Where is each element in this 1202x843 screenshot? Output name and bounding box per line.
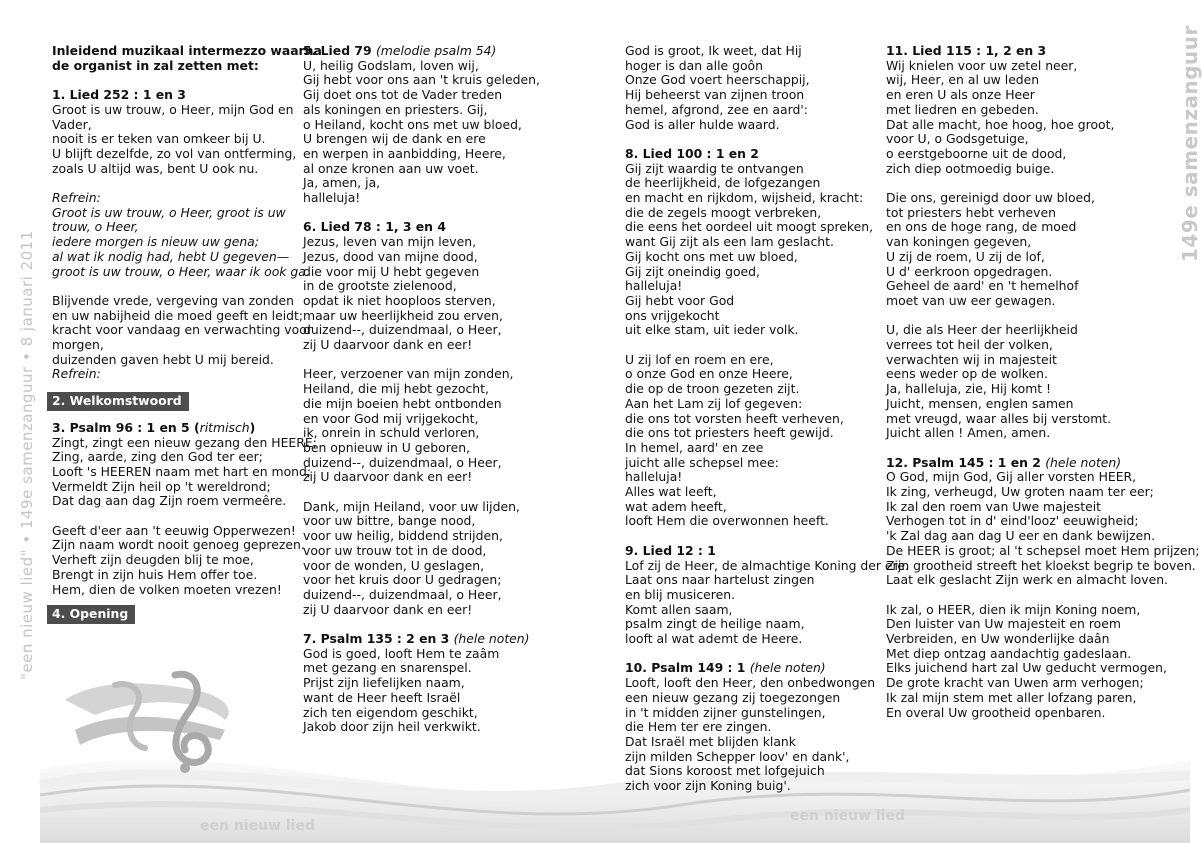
lyric-line: hemel, afgrond, zee en aard': — [625, 101, 808, 117]
lyric-line: Geeft d'eer aan 't eeuwig Opperwezen! — [52, 522, 296, 538]
lyric-line: God is goed, looft Hem te zaâm — [303, 645, 500, 661]
lyric-line: Laat elk geslacht Zijn werk en almacht loven. — [886, 572, 1168, 588]
lyric-line: groot is uw trouw, o Heer, waar ik ook ga. — [52, 263, 310, 279]
lyric-line: De grote kracht van Uwen arm verhogen; — [886, 675, 1144, 691]
lyric-line: en blij musiceren. — [625, 586, 736, 602]
lyric-line: en werpen in aanbidding, Heere, — [303, 145, 506, 161]
lyric-line: Laat ons naar hartelust zingen — [625, 572, 815, 588]
lyric-line: psalm zingt de heilige naam, — [625, 616, 805, 632]
lyric-line: die eens het oordeel uit moogt spreken, — [625, 219, 874, 235]
lyric-line: U zij de roem, U zij de lof, — [886, 248, 1045, 264]
column-3 — [625, 44, 909, 794]
lyric-line: morgen, — [52, 337, 104, 353]
lied-78-v3 — [303, 367, 540, 485]
lyric-line: en macht en rijkdom, wijsheid, kracht: — [625, 190, 864, 206]
refrein-label: Refrein: — [52, 190, 101, 205]
lyric-line: en eren U als onze Heer — [886, 87, 1035, 103]
psalm-135 — [303, 632, 540, 735]
column-1 — [52, 44, 322, 624]
lyric-line: Jakob door zijn heil verkwikt. — [303, 719, 481, 735]
psalm-145-v1 — [886, 456, 1200, 588]
psalm-heading: 10. Psalm 149 : 1 (hele noten) — [625, 660, 826, 676]
lyric-line: Looft, looft den Heer, den onbedwongen — [625, 675, 876, 691]
lyric-line: Onze God voert heerschappij, — [625, 72, 810, 88]
lyric-line: Jezus, dood van mijne dood, — [303, 248, 478, 264]
lyric-line: met liedren en gebeden. — [886, 101, 1039, 117]
lyric-line: Juicht allen ! Amen, amen. — [886, 425, 1051, 441]
lyric-line: Gij zijt waardig te ontvangen — [625, 160, 804, 176]
lyric-line: Zing, aarde, zing den God ter eer; — [52, 449, 263, 465]
lyric-line: Zingt, zingt een nieuw gezang den HEERE; — [52, 434, 317, 450]
lied-heading: 11. Lied 115 : 1, 2 en 3 — [886, 43, 1047, 58]
lyric-line: U d' eerkroon opgedragen. — [886, 263, 1053, 279]
lied-78-v4 — [303, 500, 540, 618]
psalm-heading: 7. Psalm 135 : 2 en 3 (hele noten) — [303, 631, 530, 647]
lyric-line: verrees tot heil der volken, — [886, 337, 1053, 353]
lyric-line: want Gij zijt als een lam geslacht. — [625, 234, 834, 250]
lyric-line: duizend--, duizendmaal, o Heer, — [303, 454, 502, 470]
lyric-line: halleluja! — [625, 278, 683, 294]
lyric-line: iedere morgen is nieuw uw gena; — [52, 234, 259, 250]
lyric-line: Die ons, gereinigd door uw bloed, — [886, 190, 1095, 206]
lyric-line: Brengt in zijn huis Hem offer toe. — [52, 566, 258, 582]
lyric-line: Wij knielen voor uw zetel neer, — [886, 57, 1078, 73]
spine-left — [12, 120, 42, 680]
lyric-line: Vermeldt Zijn heil op 't wereldrond; — [52, 478, 271, 494]
lyric-line: van koningen gegeven, — [886, 234, 1032, 250]
lyric-line: eens weder op de wolken. — [886, 366, 1048, 382]
lyric-line: Ja, halleluja, zie, Hij komt ! — [886, 381, 1052, 397]
intro — [52, 44, 322, 73]
lyric-line: wij, Heer, en al uw leden — [886, 72, 1040, 88]
psalm-heading: 3. Psalm 96 : 1 en 5 (ritmisch) — [52, 419, 256, 435]
lyric-line: die de zegels moogt verbreken, — [625, 204, 822, 220]
lyric-line: U blijft dezelfde, zo vol van ontferming, — [52, 145, 297, 161]
lied-252 — [52, 88, 322, 176]
lyric-line: Juicht, mensen, englen samen — [886, 395, 1074, 411]
lyric-line: Dat dag aan dag Zijn roem vermeêre. — [52, 493, 287, 509]
lyric-line: zich voor zijn Koning buig'. — [625, 778, 791, 794]
lyric-line: God is aller hulde waard. — [625, 116, 780, 132]
lyric-line: in 't midden zijner gunstelingen, — [625, 704, 826, 720]
lyric-line: Komt allen saam, — [625, 601, 733, 617]
lyric-line: looft al wat ademt de Heere. — [625, 631, 803, 647]
lyric-line: Jezus, leven van mijn leven, — [303, 234, 477, 250]
lied-115-v2 — [886, 191, 1200, 309]
psalm-heading: 12. Psalm 145 : 1 en 2 (hele noten) — [886, 454, 1122, 470]
lyric-line: Looft 's HEEREN naam met hart en mond; — [52, 463, 312, 479]
lyric-line: en ons de hoge rang, de moed — [886, 219, 1077, 235]
lyric-line: en voor God mij vrijgekocht, — [303, 410, 479, 426]
lyric-line: uit elke stam, uit ieder volk. — [625, 322, 799, 338]
lyric-line: zij U daarvoor dank en eer! — [303, 601, 473, 617]
lyric-line: wat adem heeft, — [625, 498, 727, 514]
lyric-line: hoger is dan alle goôn — [625, 57, 763, 73]
lyric-line: Ik zal, o HEER, dien ik mijn Koning noem, — [886, 601, 1141, 617]
lyric-line: en uw nabijheid die moed geeft en leidt; — [52, 307, 304, 323]
lied-78-v1 — [303, 220, 540, 352]
lyric-line: Vader, — [52, 116, 92, 132]
intro-line: de organist in zal zetten met: — [52, 57, 259, 73]
section-box-welkomstwoord: 2. Welkomstwoord — [47, 392, 189, 411]
lied-heading: 1. Lied 252 : 1 en 3 — [52, 87, 186, 103]
lyric-line: Verbreiden, en Uw wonderlijke daân — [886, 631, 1110, 647]
lyric-line: Blijvende vrede, vergeving van zonden — [52, 292, 294, 308]
lyric-line: Groot is uw trouw, o Heer, groot is uw — [52, 204, 286, 220]
lyric-line: Prijst zijn liefelijken naam, — [303, 675, 465, 691]
lyric-line: duizend--, duizendmaal, o Heer, — [303, 322, 502, 338]
lyric-line: al wat ik nodig had, hebt U gegeven— — [52, 248, 290, 264]
lyric-line: ben opnieuw in U geboren, — [303, 439, 470, 455]
lyric-line: O God, mijn God, Gij aller vorsten HEER, — [886, 469, 1137, 485]
lyric-line: maar uw heerlijkheid zou erven, — [303, 307, 503, 323]
lyric-line: U, die als Heer der heerlijkheid — [886, 322, 1078, 338]
lyric-line: als koningen en priesters. Gij, — [303, 101, 488, 117]
refrein-label: Refrein: — [52, 366, 101, 382]
lyric-line: die ons tot priesters heeft gewijd. — [625, 425, 834, 441]
lyric-line: U zij lof en roem en ere, — [625, 351, 774, 367]
lyric-line: Heer, verzoener van mijn zonden, — [303, 366, 514, 382]
lyric-line: duizenden gaven hebt U mij bereid. — [52, 351, 274, 367]
lyric-line: Ja, amen, ja, — [303, 175, 381, 191]
lyric-line: ik, onrein in schuld verloren, — [303, 425, 480, 441]
lyric-line: zijn milden Schepper loov' en dank', — [625, 748, 850, 764]
lyric-line: die Hem ter ere zingen. — [625, 719, 772, 735]
lyric-line: met vreugd, waar alles bij verstomt. — [886, 410, 1112, 426]
lied-heading: 5. Lied 79 (melodie psalm 54) — [303, 43, 497, 58]
lyric-line: Met diep ontzag aandachtig gadeslaan. — [886, 645, 1132, 661]
lied-79 — [303, 44, 540, 206]
lyric-line: In hemel, aard' en zee — [625, 439, 764, 455]
lyric-line: halleluja! — [303, 190, 361, 206]
lied-100-v2 — [625, 353, 909, 529]
lyric-line: die voor mij U hebt gegeven — [303, 263, 480, 279]
psalm-96-verse-5 — [52, 524, 322, 598]
lyric-line: halleluja! — [625, 469, 683, 485]
lyric-line: trouw, o Heer, — [52, 219, 139, 235]
lied-100-v1 — [625, 147, 909, 338]
lyric-line: Groot is uw trouw, o Heer, mijn God en — [52, 101, 294, 117]
lyric-line: U, heilig Godslam, loven wij, — [303, 57, 479, 73]
lyric-line: zich ten eigendom geschikt, — [303, 704, 478, 720]
lyric-line: Verheft zijn deugden blij te moe, — [52, 552, 254, 568]
lyric-line: o onze God en onze Heere, — [625, 366, 793, 382]
lyric-line: opdat ik niet hooploos sterven, — [303, 292, 496, 308]
lyric-line: God is groot, Ik weet, dat Hij — [625, 43, 802, 58]
column-4 — [886, 44, 1200, 720]
lyric-line: Heiland, die mij hebt gezocht, — [303, 381, 489, 397]
lyric-line: voor de wonden, U geslagen, — [303, 557, 485, 573]
lied-252-verse-3 — [52, 294, 322, 382]
lyric-line: Gij doet ons tot de Vader treden — [303, 87, 503, 103]
lyric-line: ons vrijgekocht — [625, 307, 720, 323]
lyric-line: zij U daarvoor dank en eer! — [303, 337, 473, 353]
lyric-line: in de grootste zielenood, — [303, 278, 457, 294]
lyric-line: verwachten wij in majesteit — [886, 351, 1057, 367]
lyric-line: Zijn naam wordt nooit genoeg geprezen. — [52, 537, 305, 553]
lyric-line: De HEER is groot; al 't schepsel moet Hem prijzen; — [886, 542, 1200, 558]
lyric-line: Alles wat leeft, — [625, 484, 717, 500]
column-2 — [303, 44, 540, 735]
lyric-line: Ik zal mijn stem met aller lofzang paren, — [886, 689, 1137, 705]
lyric-line: zoals U altijd was, bent U ook nu. — [52, 160, 259, 176]
lyric-line: Dat Israël met blijden klank — [625, 733, 796, 749]
psalm-135-verse-3 — [625, 44, 909, 132]
lyric-line: tot priesters hebt verheven — [886, 204, 1056, 220]
psalm-96 — [52, 421, 322, 509]
lyric-line: Gij zijt oneindig goed, — [625, 263, 760, 279]
lyric-line: voor het kruis door U gedragen; — [303, 572, 502, 588]
lyric-line: een nieuw gezang zij toegezongen — [625, 689, 841, 705]
footer-right: een nieuw lied — [790, 808, 905, 824]
lied-115-v1 — [886, 44, 1200, 176]
lyric-line: voor uw trouw tot in de dood, — [303, 542, 487, 558]
lyric-line: Den luister van Uw majesteit en roem — [886, 616, 1121, 632]
footer-left: een nieuw lied — [200, 818, 315, 834]
refrein — [52, 191, 322, 279]
lyric-line: Dank, mijn Heiland, voor uw lijden, — [303, 498, 520, 514]
lyric-line: Verhogen tot in d' eind'looz' eeuwigheid; — [886, 513, 1139, 529]
lyric-line: U brengen wij de dank en ere — [303, 131, 486, 147]
lyric-line: nooit is er teken van omkeer bij U. — [52, 131, 266, 147]
lyric-line: de heerlijkheid, de lofgezangen — [625, 175, 821, 191]
lyric-line: o eerstgeboorne uit de dood, — [886, 145, 1067, 161]
lyric-line: met gezang en snarenspel. — [303, 660, 472, 676]
lyric-line: looft Hem die overwonnen heeft. — [625, 513, 829, 529]
lyric-line: kracht voor vandaag en verwachting voor — [52, 322, 312, 338]
intro-line: Inleidend muzikaal intermezzo waarna — [52, 43, 322, 58]
lied-115-v3 — [886, 323, 1200, 441]
lied-heading: 8. Lied 100 : 1 en 2 — [625, 145, 759, 161]
lyric-line: want de Heer heeft Israël — [303, 689, 461, 705]
lyric-line: zij U daarvoor dank en eer! — [303, 469, 473, 485]
psalm-145-v2 — [886, 603, 1200, 721]
lyric-line: Gij hebt voor ons aan 't kruis geleden, — [303, 72, 540, 88]
lyric-line: Aan het Lam zij lof gegeven: — [625, 395, 803, 411]
lyric-line: o Heiland, kocht ons met uw bloed, — [303, 116, 522, 132]
lied-heading: 6. Lied 78 : 1, 3 en 4 — [303, 219, 446, 235]
lied-12 — [625, 544, 909, 647]
lied-heading: 9. Lied 12 : 1 — [625, 542, 716, 558]
lyric-line: duizend--, duizendmaal, o Heer, — [303, 586, 502, 602]
lyric-line: Ik zing, verheugd, Uw groten naam ter eer; — [886, 484, 1154, 500]
lyric-line: juicht alle schepsel mee: — [625, 454, 779, 470]
lyric-line: Hem, dien de volken moeten vrezen! — [52, 581, 282, 597]
spine-right-text: 149e samenzanguur — [1178, 25, 1202, 262]
lyric-line: die mijn boeien hebt ontbonden — [303, 395, 502, 411]
lyric-line: Hij beheerst van zijnen troon — [625, 87, 805, 103]
lyric-line: voor uw heilig, biddend strijden, — [303, 528, 503, 544]
lyric-line: Gij kocht ons met uw bloed, — [625, 248, 798, 264]
lyric-line: Lof zij de Heer, de almachtige Koning der ere. — [625, 557, 909, 573]
lyric-line: die op de troon gezeten zijt. — [625, 381, 800, 397]
lyric-line: zich diep ootmoedig buige. — [886, 160, 1055, 176]
lyric-line: voor U, o Godsgetuige, — [886, 131, 1029, 147]
lyric-line: moet van uw eer gewagen. — [886, 292, 1056, 308]
lyric-line: voor uw bittre, bange nood, — [303, 513, 476, 529]
lyric-line: Gij hebt voor God — [625, 292, 735, 308]
lyric-line: 'k Zal dag aan dag U eer en dank bewijzen. — [886, 528, 1156, 544]
section-box-opening: 4. Opening — [47, 605, 135, 624]
treble-clef-logo-icon — [55, 660, 245, 780]
lyric-line: dat Sions koroost met lofgejuich — [625, 763, 825, 779]
lyric-line: Geheel de aard' en 't hemelhof — [886, 278, 1079, 294]
lyric-line: Zijn grootheid streeft het kloekst begrip te boven. — [886, 557, 1196, 573]
lyric-line: al onze kronen aan uw voet. — [303, 160, 479, 176]
psalm-149 — [625, 661, 909, 793]
lyric-line: die ons tot vorsten heeft verheven, — [625, 410, 844, 426]
lyric-line: Dat alle macht, hoe hoog, hoe groot, — [886, 116, 1115, 132]
spine-left-text: "een nieuw lied" • 149e samenzanguur • 8 januari 2011 — [18, 230, 36, 680]
lyric-line: En overal Uw grootheid openbaren. — [886, 704, 1106, 720]
lyric-line: Ik zal den roem van Uwe majesteit — [886, 498, 1102, 514]
lyric-line: Elks juichend hart zal Uw geducht vermogen, — [886, 660, 1167, 676]
